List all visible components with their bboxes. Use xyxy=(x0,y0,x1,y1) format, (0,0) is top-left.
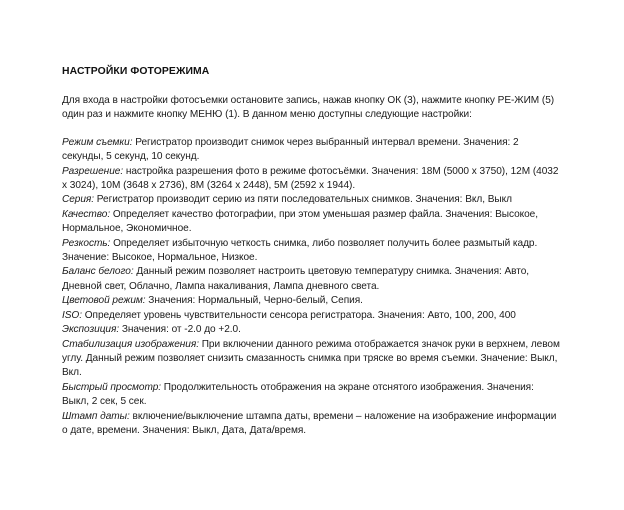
setting-term: Быстрый просмотр: xyxy=(62,381,162,393)
setting-description: настройка разрешения фото в режиме фотосъёмки. Значения: 18M (5000 x 3750), 12M (4032 x 3024), 10M (3648 x 2736), 8M (3264 x 2448), 5M (2592 x 1944). xyxy=(62,165,559,192)
setting-term: Режим съемки: xyxy=(62,136,133,148)
settings-list xyxy=(62,136,562,439)
setting-term: Качество: xyxy=(62,208,111,220)
setting-quick-review xyxy=(62,381,562,410)
setting-burst xyxy=(62,193,562,207)
setting-iso xyxy=(62,309,562,323)
setting-description: Регистратор производит снимок через выбранный интервал времени. Значения: 2 секунды, 5 секунд, 10 секунд. xyxy=(62,136,519,163)
setting-term: Серия: xyxy=(62,194,95,206)
setting-color-mode xyxy=(62,294,562,308)
setting-term: Резкость: xyxy=(62,237,111,249)
setting-description: Определяет уровень чувствительности сенсора регистратора. Значения: Авто, 100, 200, 400 xyxy=(82,309,516,321)
setting-description: Определяет качество фотографии, при этом уменьшая размер файла. Значения: Высокое, Нормальное, Экономичное. xyxy=(62,208,539,235)
setting-sharpness xyxy=(62,237,562,266)
setting-term: ISO: xyxy=(62,309,82,321)
page-title: НАСТРОЙКИ ФОТОРЕЖИМА xyxy=(62,66,210,77)
intro-paragraph: Для входа в настройки фотосъемки остановите запись, нажав кнопку ОК (3), нажмите кнопку РЕ-ЖИМ (5) один раз и нажмите кнопку МЕНЮ (1). В данном меню доступны следующие настройки: xyxy=(62,95,555,121)
setting-term: Цветовой режим: xyxy=(62,295,146,307)
setting-description: Продолжительность отображения на экране отснятого изображения. Значения: Выкл, 2 сек, 5 сек. xyxy=(62,381,534,408)
document-page xyxy=(62,66,562,438)
setting-shooting-mode xyxy=(62,136,562,165)
setting-term: Экспозиция: xyxy=(62,324,120,336)
setting-resolution xyxy=(62,165,562,194)
setting-term: Разрешение: xyxy=(62,165,124,177)
setting-description: Значения: от -2.0 до +2.0. xyxy=(119,324,241,336)
setting-stabilization xyxy=(62,338,562,381)
setting-term: Баланс белого: xyxy=(62,266,134,278)
setting-description: Значения: Нормальный, Черно-белый, Сепия. xyxy=(145,295,363,307)
setting-white-balance xyxy=(62,265,562,294)
setting-date-stamp xyxy=(62,410,562,439)
setting-description: Регистратор производит серию из пяти последовательных снимков. Значения: Вкл, Выкл xyxy=(94,194,512,206)
setting-term: Штамп даты: xyxy=(62,410,130,422)
setting-quality xyxy=(62,208,562,237)
setting-exposure xyxy=(62,323,562,337)
setting-description: При включении данного режима отображается значок руки в верхнем, левом углу. Данный режим позволяет снизить смазанность снимка при тряске во время съемки. Значение: Выкл, Вкл. xyxy=(62,338,560,379)
setting-description: Определяет избыточную четкость снимка, либо позволяет получить более размытый кадр. Значение: Высокое, Нормальное, Низкое. xyxy=(62,237,538,264)
setting-term: Стабилизация изображения: xyxy=(62,338,199,350)
setting-description: включение/выключение штампа даты, времени – наложение на изображение информации о дате, времени. Значения: Выкл, Дата, Дата/время. xyxy=(62,410,557,436)
setting-description: Данный режим позволяет настроить цветовую температуру снимка. Значения: Авто, Дневной свет, Облачно, Лампа накаливания, Лампа дневного света. xyxy=(62,266,530,292)
